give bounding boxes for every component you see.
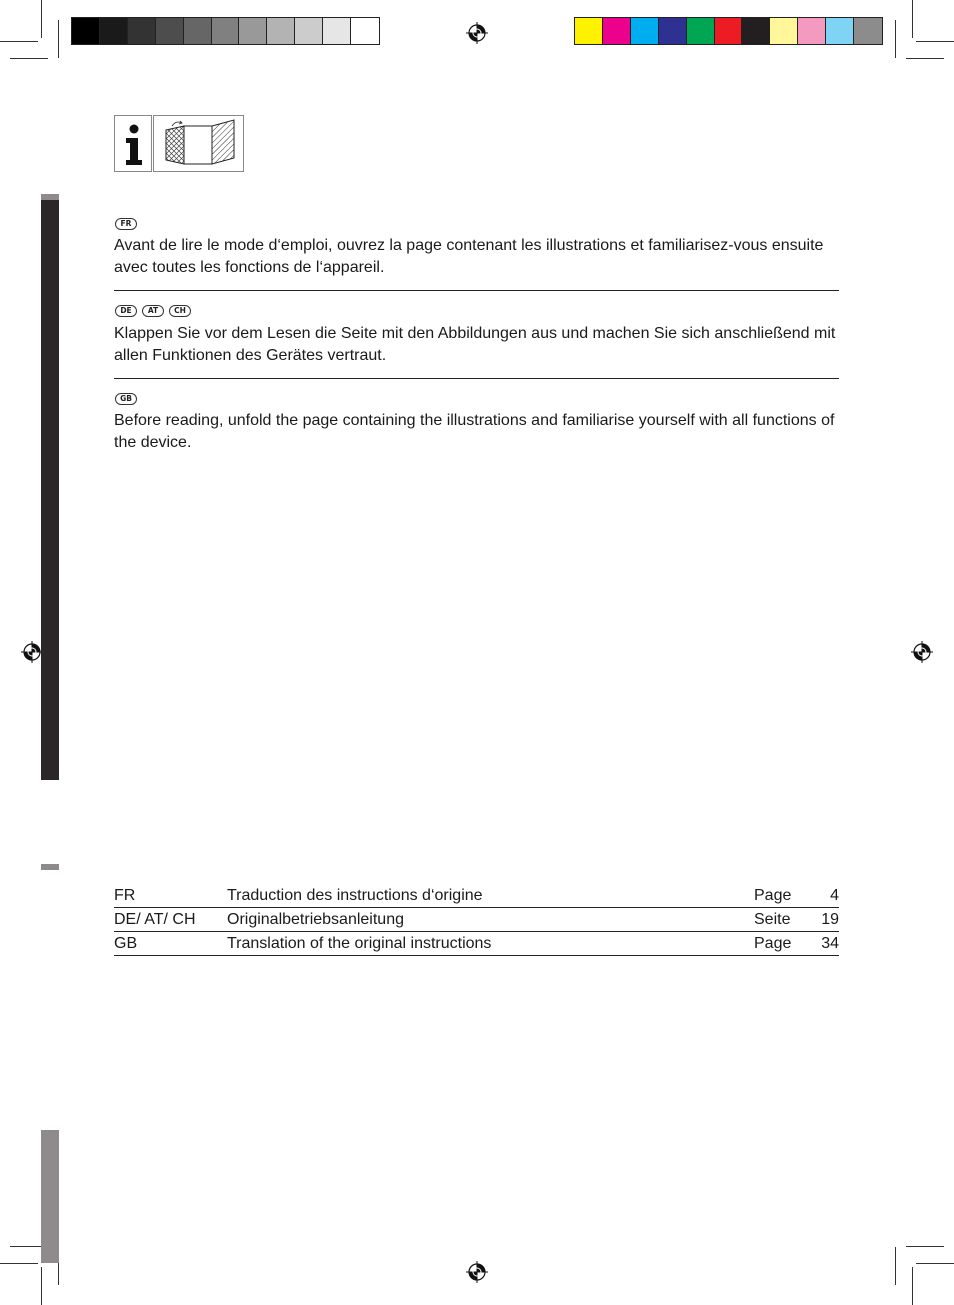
color-swatch: [212, 18, 240, 44]
toc-language-code: GB: [114, 932, 227, 956]
color-swatch: [295, 18, 323, 44]
spine-tab-mid: [41, 864, 59, 870]
color-swatch: [323, 18, 351, 44]
language-badge: CH: [169, 305, 191, 317]
color-swatch: [239, 18, 267, 44]
language-badge: DE: [115, 305, 137, 317]
spine-bar-dark: [41, 200, 59, 780]
color-swatch: [184, 18, 212, 44]
instruction-text-de: Klappen Sie vor dem Lesen die Seite mit den Abbildungen aus und machen Sie sich anschließend mit allen Funktionen des Gerätes vertraut.: [114, 325, 836, 364]
color-swatch: [72, 18, 100, 44]
crop-mark: [895, 1247, 896, 1285]
crop-mark: [41, 1267, 42, 1305]
toc-language-code: FR: [114, 884, 227, 908]
color-swatch: [100, 18, 128, 44]
color-calibration-bar: [574, 17, 883, 45]
toc-title: Traduction des instructions d‘origine: [227, 884, 754, 908]
unfold-page-icon: [154, 116, 243, 171]
color-swatch: [267, 18, 295, 44]
color-swatch: [603, 18, 631, 44]
crop-mark: [916, 41, 954, 42]
grayscale-calibration-bar: [71, 17, 380, 45]
unfold-page-icon-box: [153, 115, 244, 172]
color-swatch: [687, 18, 715, 44]
color-swatch: [798, 18, 826, 44]
info-icon-box: [114, 115, 152, 172]
language-badges-gb: [115, 393, 137, 405]
crop-mark: [0, 1263, 38, 1264]
language-badge: AT: [142, 305, 164, 317]
color-swatch: [742, 18, 770, 44]
toc-row[interactable]: [114, 932, 839, 956]
language-badge: GB: [115, 393, 137, 405]
language-badge: FR: [115, 218, 137, 230]
info-icon: [115, 116, 151, 171]
crop-mark: [916, 1263, 954, 1264]
toc-row[interactable]: [114, 884, 839, 908]
color-swatch: [715, 18, 743, 44]
registration-mark-icon: [466, 1261, 488, 1283]
instruction-text-gb: Before reading, unfold the page containing the illustrations and familiarise yourself with all functions of the device.: [114, 412, 835, 451]
color-swatch: [575, 18, 603, 44]
instruction-text-fr: Avant de lire le mode d‘emploi, ouvrez la page contenant les illustrations et familiarisez-vous ensuite avec toutes les fonctions de l‘appareil.: [114, 237, 824, 276]
spine-bar-light: [41, 1130, 59, 1263]
section-divider: [114, 290, 839, 291]
toc-page-label: Seite: [754, 908, 809, 932]
color-swatch: [854, 18, 882, 44]
language-badges-de-at-ch: [115, 305, 191, 317]
crop-mark: [912, 0, 913, 38]
color-swatch: [659, 18, 687, 44]
toc-row[interactable]: [114, 908, 839, 932]
crop-mark: [906, 1246, 944, 1247]
registration-mark-icon: [911, 641, 933, 663]
toc-page-number: 19: [809, 908, 839, 932]
toc-page-label: Page: [754, 932, 809, 956]
toc-page-label: Page: [754, 884, 809, 908]
crop-mark: [0, 41, 38, 42]
toc-page-number: 34: [809, 932, 839, 956]
crop-mark: [58, 20, 59, 58]
language-badges-fr: [115, 218, 137, 230]
color-swatch: [770, 18, 798, 44]
crop-mark: [906, 58, 944, 59]
registration-mark-icon: [466, 22, 488, 44]
color-swatch: [351, 18, 379, 44]
crop-mark: [10, 58, 48, 59]
table-of-contents: [114, 884, 839, 956]
toc-language-code: DE/ AT/ CH: [114, 908, 227, 932]
registration-mark-icon: [21, 641, 43, 663]
color-swatch: [128, 18, 156, 44]
toc-page-number: 4: [809, 884, 839, 908]
color-swatch: [826, 18, 854, 44]
crop-mark: [41, 0, 42, 38]
toc-title: Originalbetriebsanleitung: [227, 908, 754, 932]
color-swatch: [631, 18, 659, 44]
crop-mark: [895, 20, 896, 58]
section-divider: [114, 378, 839, 379]
color-swatch: [156, 18, 184, 44]
toc-title: Translation of the original instructions: [227, 932, 754, 956]
crop-mark: [912, 1267, 913, 1305]
